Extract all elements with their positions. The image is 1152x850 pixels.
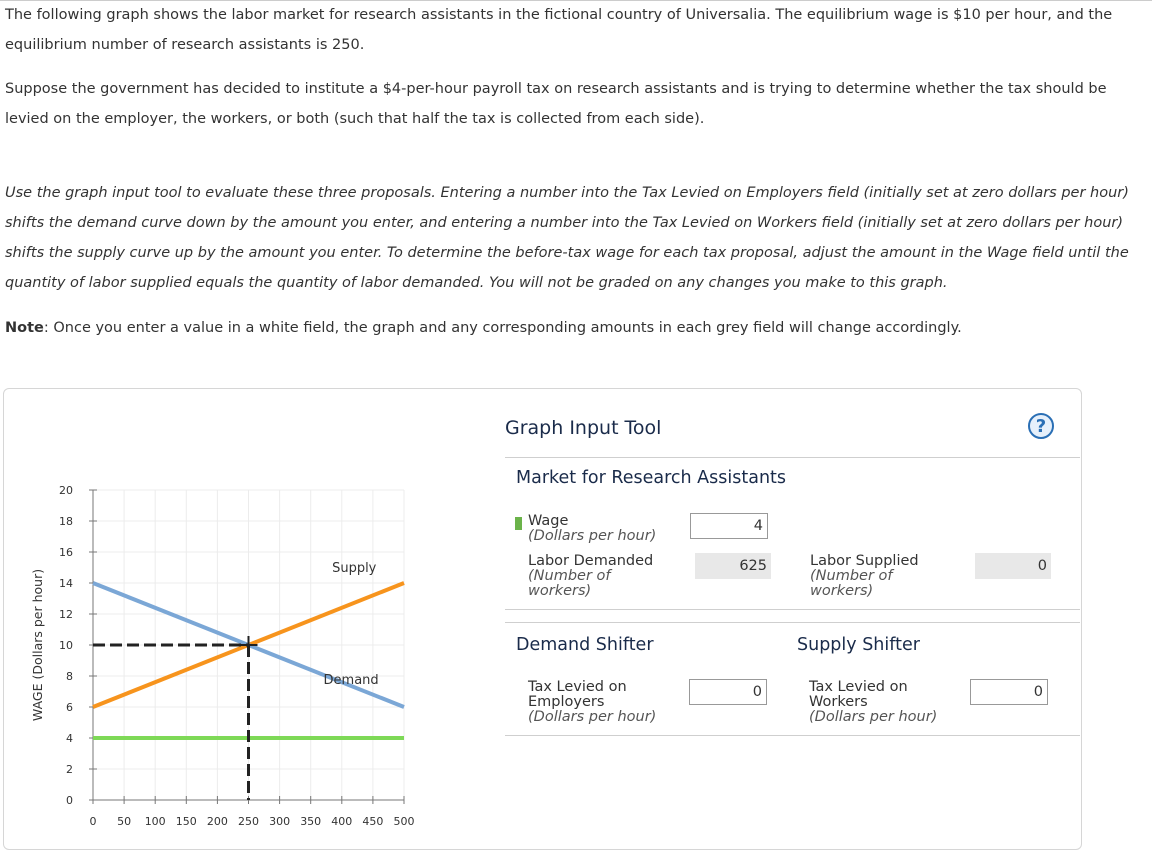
wage-unit: (Dollars per hour) [528, 528, 657, 544]
y-axis-label: WAGE (Dollars per hour) [30, 568, 45, 722]
x-tick-label: 450 [362, 815, 384, 828]
wage-input[interactable] [690, 513, 768, 539]
y-tick-label: 0 [66, 794, 73, 807]
graph-tool-panel [3, 388, 1082, 850]
note-paragraph [5, 313, 1145, 343]
labor-supplied-label-block [810, 554, 919, 599]
tax-workers-label-2: Workers [809, 694, 868, 710]
market-section-title: Market for Research Assistants [516, 468, 787, 488]
labor-demanded-value: 625 [695, 553, 771, 579]
wage-label: Wage [528, 513, 569, 529]
y-tick-label: 10 [59, 639, 73, 652]
tax-employers-label-2: Employers [528, 694, 605, 710]
y-tick-label: 14 [59, 577, 73, 590]
intro-paragraph-2: Suppose the government has decided to institute a $4-per-hour payroll tax on research assistants and is trying to determine whether the tax should be levied on the employer, the workers, or both (such that half the tax is collected from each side). [5, 81, 1107, 127]
labor-demanded-unit-2: workers) [528, 583, 592, 599]
y-tick-label: 16 [59, 546, 73, 559]
y-tick-label: 20 [59, 484, 73, 497]
note-text: : Once you enter a value in a white field, the graph and any corresponding amounts in each grey field will change accordingly. [43, 320, 962, 336]
y-tick-label: 2 [66, 763, 73, 776]
tax-employers-label-1: Tax Levied on [528, 679, 627, 695]
y-tick-label: 18 [59, 515, 73, 528]
y-tick-label: 4 [66, 732, 73, 745]
labor-demanded-unit-1: (Number of [528, 568, 611, 584]
tax-workers-label-block [809, 680, 937, 725]
y-tick-label: 12 [59, 608, 73, 621]
section-divider [505, 622, 1080, 623]
tax-workers-unit: (Dollars per hour) [809, 709, 938, 725]
section-divider [505, 735, 1080, 736]
x-tick-label: 300 [269, 815, 291, 828]
x-tick-label: 500 [393, 815, 415, 828]
help-icon[interactable]: ? [1028, 413, 1054, 439]
section-divider [505, 457, 1080, 458]
x-tick-label: 50 [117, 815, 132, 828]
wage-legend-swatch [515, 517, 522, 530]
x-tick-label: 100 [144, 815, 166, 828]
x-tick-label: 350 [300, 815, 322, 828]
labor-demanded-label-block [528, 554, 653, 599]
section-divider [505, 609, 1080, 610]
demand-label: Demand [323, 672, 379, 688]
x-tick-label: 200 [206, 815, 228, 828]
supply-label: Supply [332, 561, 377, 577]
labor-supplied-value: 0 [975, 553, 1051, 579]
note-label: Note [5, 320, 44, 336]
intro-paragraph-1: The following graph shows the labor market for research assistants in the fictional country of Universalia. The equilibrium wage is $10 per hour, and the equilibrium number of research assistants is 250. [5, 7, 1113, 53]
wage-label-block [528, 514, 656, 544]
tax-employers-input[interactable] [689, 679, 767, 705]
x-tick-label: 250 [238, 815, 259, 828]
x-tick-label: 400 [331, 815, 353, 828]
demand-shifter-title: Demand Shifter [516, 635, 654, 655]
y-tick-label: 8 [66, 670, 73, 683]
graph-input-tool-title: Graph Input Tool [505, 417, 662, 439]
tax-workers-label-1: Tax Levied on [809, 679, 908, 695]
tax-employers-unit: (Dollars per hour) [528, 709, 657, 725]
labor-demanded-label: Labor Demanded [528, 553, 654, 569]
x-tick-label: 150 [175, 815, 197, 828]
tax-workers-input[interactable] [970, 679, 1048, 705]
tax-employers-label-block [528, 680, 656, 725]
labor-supplied-unit-1: (Number of [810, 568, 893, 584]
instructions-paragraph: Use the graph input tool to evaluate these three proposals. Entering a number into the Tax Levied on Employers field (initially set at zero dollars per hour) shifts the demand curve down by the amount you enter, and entering a number into the Tax Levied on Workers field (initially set at zero dollars per hour) shifts the supply curve up by the amount you enter. To determine the before-tax wage for each tax proposal, adjust the amount in the Wage field until the quantity of labor supplied equals the quantity of labor demanded. You will not be graded on any changes you make to this graph. [5, 185, 1129, 291]
y-tick-label: 6 [66, 701, 73, 714]
x-tick-label: 0 [89, 815, 97, 828]
labor-market-chart[interactable] [4, 389, 504, 834]
supply-shifter-title: Supply Shifter [797, 635, 920, 655]
labor-supplied-label: Labor Supplied [810, 553, 919, 569]
labor-supplied-unit-2: workers) [810, 583, 874, 599]
